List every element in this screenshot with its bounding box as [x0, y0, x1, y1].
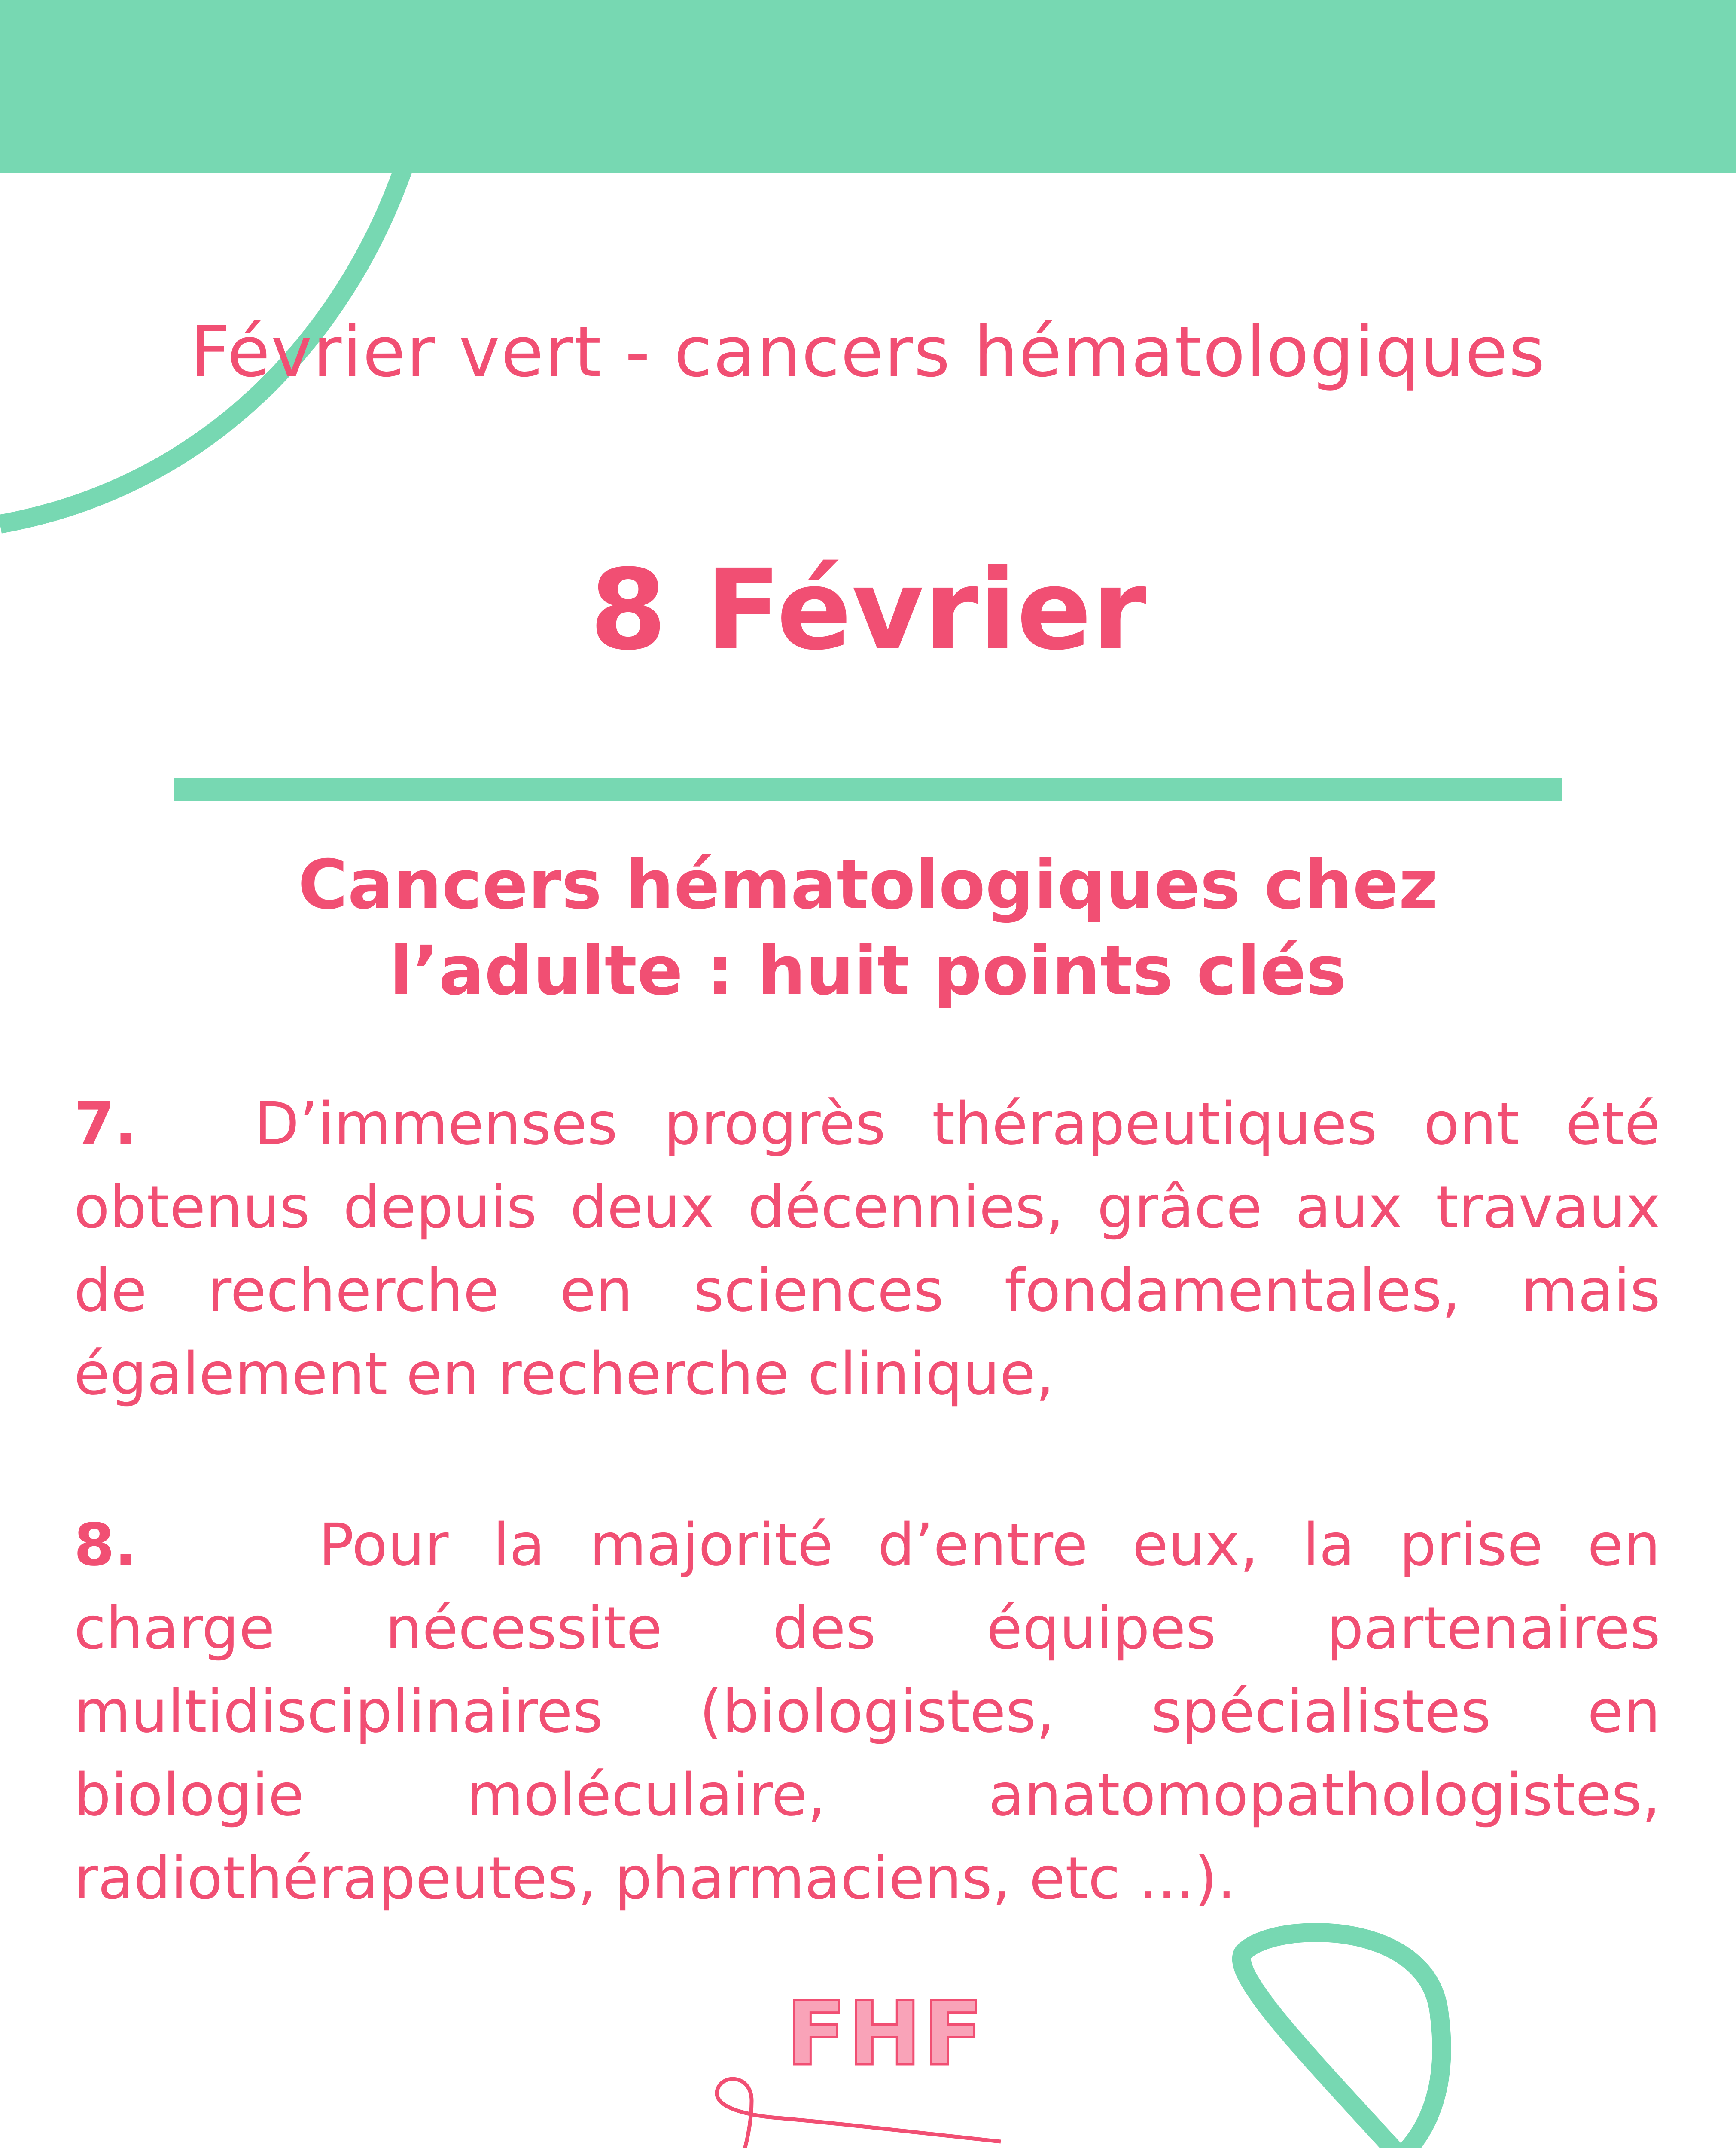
- logo-brand-fhf: FHF: [786, 1993, 985, 2085]
- page-date: 8 Février: [589, 546, 1147, 674]
- section-heading-line-1: Cancers hématologiques chez: [298, 845, 1438, 924]
- key-point-text: Pour la majorité d’entre eux, la prise en charge nécessite des équipes partenaires multidisciplinaires (biologistes, spécialistes en biologie moléculaire, anatomopathologistes, radiothérapeutes, pharmaciens, etc ...).: [74, 1511, 1660, 1913]
- key-point-8: [74, 1504, 1660, 1920]
- fhf-cancer-logo: [700, 1993, 1026, 2148]
- key-point-7: [74, 1083, 1660, 1416]
- section-heading: [163, 842, 1573, 1014]
- key-point-number: 7.: [74, 1090, 137, 1158]
- ribbon-curve-bottom-right: [1242, 1932, 1736, 2148]
- campaign-subtitle: Février vert - cancers hématologiques: [190, 312, 1546, 393]
- key-point-text: D’immenses progrès thérapeutiques ont été obtenus depuis deux décennies, grâce aux travaux de recherche en sciences fondamentales, mais également en recherche clinique,: [74, 1090, 1660, 1408]
- divider-rule: [174, 778, 1562, 801]
- key-point-number: 8.: [74, 1511, 137, 1579]
- logo-ribbon-loop: [717, 2079, 1001, 2148]
- top-band: [0, 0, 1736, 173]
- section-heading-line-2: l’adulte : huit points clés: [390, 931, 1346, 1010]
